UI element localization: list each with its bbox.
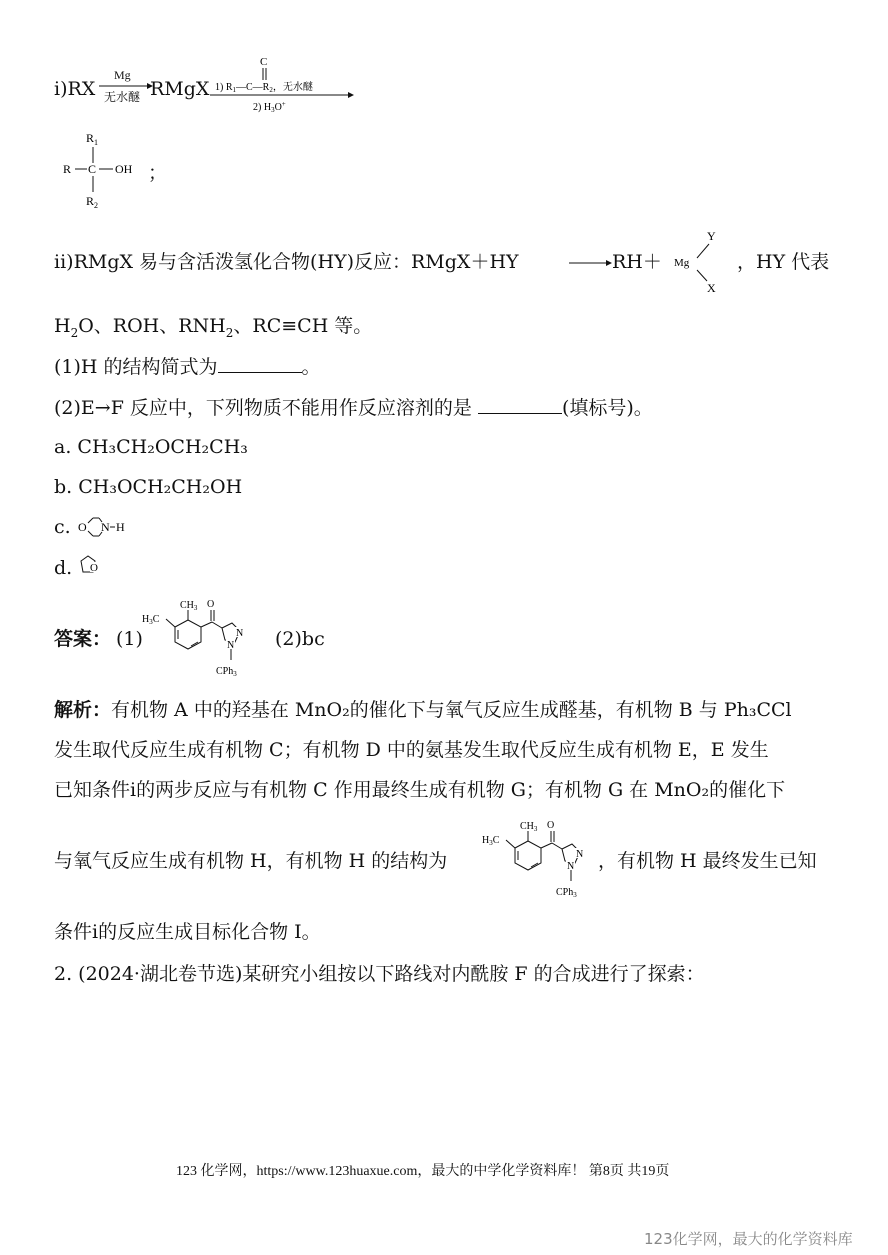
answer-blank-1[interactable] — [218, 354, 302, 373]
analysis-line-3: 已知条件i的两步反应与有机物 C 作用最终生成有机物 G；有机物 G 在 MnO₂的催化下 — [54, 779, 786, 801]
svg-text:X: X — [707, 281, 716, 295]
svg-text:N: N — [567, 861, 575, 872]
svg-text:N: N — [236, 628, 244, 639]
svg-text:C: C — [88, 162, 97, 176]
svg-text:N: N — [101, 520, 110, 534]
svg-text:1) R1—C—R2，无水醚: 1) $R_1—C—R_2$，无水醚 — [215, 82, 313, 94]
watermark: 123化学网，最大的化学资料库 — [644, 1230, 853, 1248]
svg-text:Y: Y — [707, 229, 716, 243]
compound-h-structure — [140, 592, 265, 687]
thf-structure — [74, 552, 104, 582]
analysis-line-2: 发生取代反应生成有机物 C；有机物 D 中的氨基发生取代反应生成有机物 E，E 发生 — [54, 739, 769, 761]
reaction-ii-tail: ，HY 代表 — [737, 251, 830, 273]
question-2-heading: 2. (2024·湖北卷节选)某研究小组按以下路线对内酰胺 F 的合成进行了探索： — [54, 963, 705, 985]
svg-text:CPh3: CPh$_3$ — [556, 887, 577, 899]
reaction-i-solvent: 无水醚 — [104, 90, 141, 104]
svg-text:C: C — [260, 56, 268, 68]
compound-h-structure-inline — [480, 813, 605, 908]
svg-text:Mg: Mg — [674, 257, 690, 269]
svg-text:N: N — [576, 849, 584, 860]
svg-text:R1: $R_1$ — [86, 131, 99, 147]
svg-text:O: O — [90, 562, 98, 574]
reaction-arrow-2 — [205, 52, 355, 118]
reaction-ii-text: ii)RMgX 易与含活泼氢化合物(HY)反应：RMgX＋HY — [54, 251, 519, 273]
svg-text:N: N — [227, 640, 235, 651]
answer-part2: (2)bc — [275, 628, 325, 650]
page-footer: 123 化学网，https://www.123huaxue.com，最大的中学化学资料库！ 第8页 共19页 — [176, 1164, 670, 1179]
question-2: (2)E→F 反应中，下列物质不能用作反应溶剂的是 (填标号)。 — [54, 397, 653, 419]
option-d-label: d. — [54, 557, 73, 579]
svg-text:H3C: $H_3C$ — [482, 835, 500, 847]
svg-text:OH: OH — [115, 162, 133, 176]
reaction-ii-arrow — [568, 258, 612, 268]
svg-text:CH3: $CH_3$ — [520, 821, 538, 833]
morpholine-structure — [76, 512, 126, 542]
svg-text:CH3: $CH_3$ — [180, 600, 198, 612]
svg-text:O: O — [207, 599, 215, 610]
reaction-ii-product: RH＋ — [612, 251, 662, 273]
mg-yx-structure — [670, 224, 730, 296]
svg-text:CPh3: CPh$_3$ — [216, 666, 237, 678]
answer-blank-2[interactable] — [478, 395, 562, 414]
question-1: (1)H 的结构简式为 。 — [54, 356, 321, 378]
svg-text:H: H — [116, 520, 125, 534]
analysis-label: 解析： — [54, 699, 112, 721]
analysis-line-1: 解析：有机物 A 中的羟基在 MnO₂的催化下与氧气反应生成醛基，有机物 B 与 Ph₃CCl — [54, 699, 792, 721]
option-a: a. CH₃CH₂OCH₂CH₃ — [54, 436, 248, 458]
svg-text:O: O — [547, 820, 555, 831]
option-c-label: c. — [54, 516, 71, 538]
svg-text:2) H3O+: 2) $H_3O^+$ — [253, 100, 286, 114]
reaction-i-rmgx: RMgX — [150, 78, 210, 100]
reaction-ii-line2: $H_2O$、ROH、$RNH_2$、RC≡CH 等。 — [54, 315, 373, 340]
svg-text:H3C: $H_3C$ — [142, 614, 160, 626]
reaction-i-rx: i)RX — [54, 78, 96, 100]
analysis-line-5: 条件i的反应生成目标化合物 I。 — [54, 921, 321, 943]
svg-text:O: O — [78, 520, 87, 534]
reaction-i-mg: Mg — [114, 68, 131, 82]
reaction-i-semicolon: ； — [148, 162, 168, 184]
analysis-line-4a: 与氧气反应生成有机物 H，有机物 H 的结构为 — [54, 850, 448, 872]
answer-part1: (1) — [116, 628, 143, 650]
analysis-line-4b: ，有机物 H 最终发生已知 — [598, 850, 817, 872]
svg-text:R: R — [63, 162, 72, 176]
answer-label: 答案： — [54, 628, 112, 650]
option-b: b. CH₃OCH₂CH₂OH — [54, 476, 243, 498]
svg-text:R2: $R_2$ — [86, 194, 99, 210]
